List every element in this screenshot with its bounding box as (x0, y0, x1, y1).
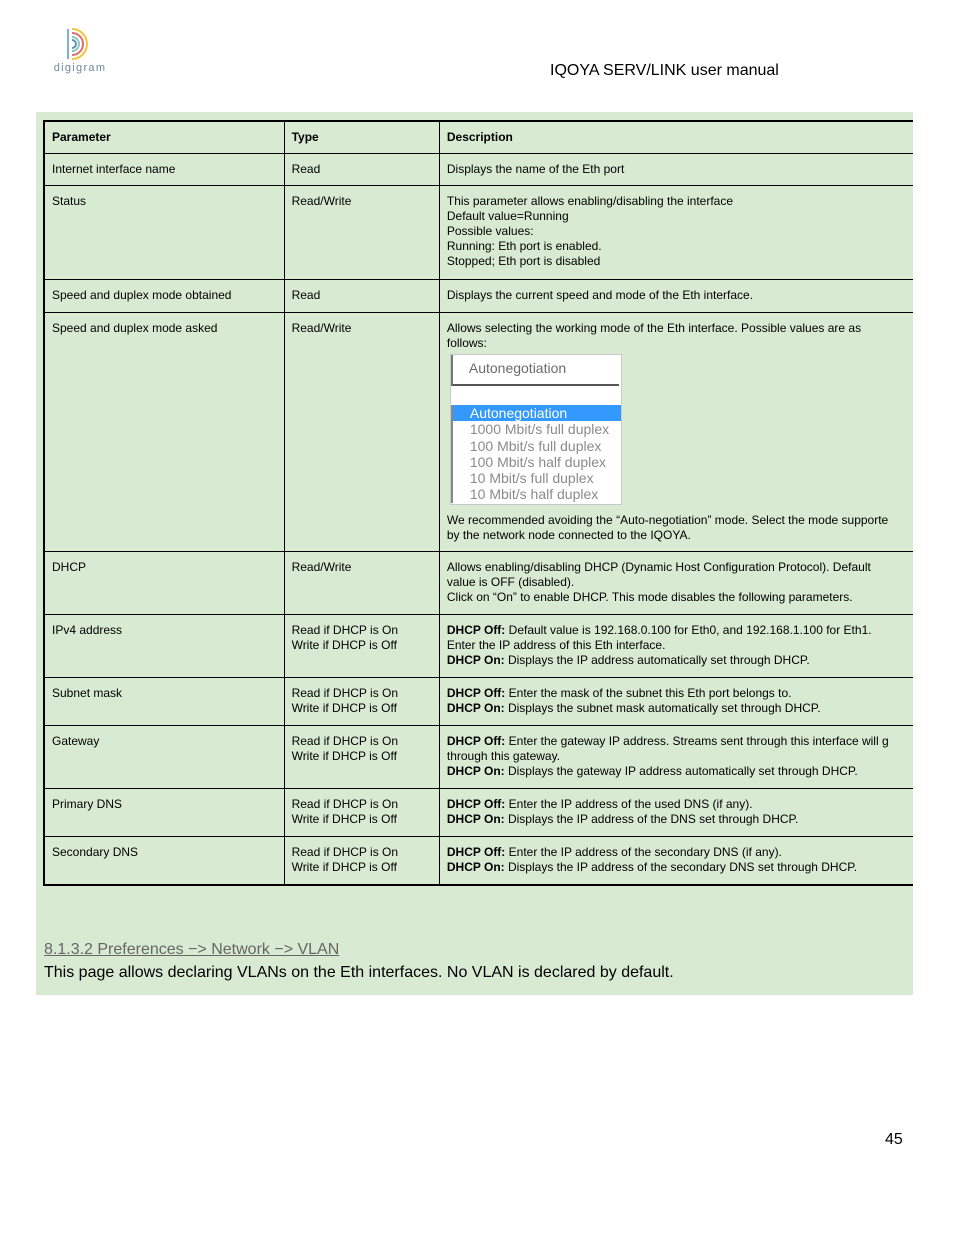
type-line: Write if DHCP is Off (291, 638, 397, 652)
dhcp-mode-label: DHCP On: (446, 653, 505, 667)
dropdown-option: 10 Mbit/s half duplex (451, 486, 621, 502)
table-row (44, 789, 913, 837)
description-text: Allows enabling/disabling DHCP (Dynamic Host Configuration Protocol). Default (446, 560, 871, 574)
description-cell (439, 186, 913, 280)
dhcp-mode-label: DHCP On: (446, 812, 505, 826)
dropdown-option: 100 Mbit/s half duplex (451, 454, 621, 470)
dropdown-option: 100 Mbit/s full duplex (451, 438, 621, 454)
description-text: Displays the subnet mask automatically set through DHCP. (504, 701, 821, 715)
type-cell (284, 280, 439, 313)
dropdown-option: Autonegotiation (451, 405, 621, 421)
parameter-cell: Gateway (44, 726, 284, 789)
description-line (447, 224, 906, 239)
type-cell (284, 552, 439, 615)
description-line (447, 209, 906, 224)
type-cell (284, 313, 439, 552)
table-row (44, 313, 913, 552)
description-text: Displays the IP address of the DNS set through DHCP. (504, 812, 799, 826)
document-title: IQOYA SERV/LINK user manual (550, 62, 779, 79)
description-line (447, 653, 906, 668)
description-text: Enter the IP address of this Eth interface. (446, 638, 666, 652)
description-line (447, 194, 906, 209)
type-line: Read/Write (291, 560, 352, 574)
description-line (447, 254, 906, 269)
dhcp-mode-label: DHCP Off: (446, 734, 506, 748)
description-text: Displays the name of the Eth port (446, 162, 625, 176)
table-row (44, 726, 913, 789)
digigram-logo (48, 26, 112, 78)
description-text: Enter the gateway IP address. Streams sent through this interface will g (505, 734, 889, 748)
type-line: Read (291, 288, 321, 302)
description-line (447, 288, 906, 303)
description-line (447, 749, 906, 764)
type-line: Read/Write (291, 194, 352, 208)
parameter-cell: DHCP (44, 552, 284, 615)
description-line (447, 764, 906, 779)
parameter-cell: Primary DNS (44, 789, 284, 837)
table-row (44, 678, 913, 726)
type-line: Read if DHCP is On (291, 623, 399, 637)
page-number: 45 (885, 1131, 903, 1148)
description-line (447, 797, 906, 812)
section-description: This page allows declaring VLANs on the Eth interfaces. No VLAN is declared by default. (44, 964, 674, 981)
type-line: Read/Write (291, 321, 352, 335)
type-cell (284, 789, 439, 837)
type-line: Write if DHCP is Off (291, 812, 397, 826)
type-line: Read if DHCP is On (291, 845, 399, 859)
type-cell (284, 726, 439, 789)
description-line (447, 686, 906, 701)
description-text: Enter the IP address of the used DNS (if any). (505, 797, 753, 811)
description-line (447, 528, 906, 543)
dropdown-selected-value: Autonegotiation (451, 355, 619, 386)
description-line (447, 162, 906, 177)
column-header-description: Description (439, 121, 913, 154)
description-text: Enter the IP address of the secondary DNS (if any). (505, 845, 782, 859)
description-text: Possible values: (446, 224, 534, 238)
dhcp-mode-label: DHCP On: (446, 860, 505, 874)
description-text: Stopped; Eth port is disabled (446, 254, 601, 268)
section-heading-link[interactable]: 8.1.3.2 Preferences −> Network −> VLAN (44, 941, 340, 958)
description-line (447, 845, 906, 860)
description-text: Allows selecting the working mode of the Eth interface. Possible values are as (446, 321, 862, 335)
table-row (44, 280, 913, 313)
description-line (447, 860, 906, 875)
dhcp-mode-label: DHCP Off: (446, 845, 506, 859)
description-text: We recommended avoiding the “Auto-negotiation” mode. Select the mode supporte (446, 513, 889, 527)
parameter-cell: Subnet mask (44, 678, 284, 726)
dhcp-mode-label: DHCP Off: (446, 797, 506, 811)
description-text: Displays the current speed and mode of the Eth interface. (446, 288, 754, 302)
dropdown-options-list (451, 405, 621, 503)
description-text: through this gateway. (446, 749, 561, 763)
description-line (447, 812, 906, 827)
parameter-cell: IPv4 address (44, 615, 284, 678)
type-line: Write if DHCP is Off (291, 749, 397, 763)
dhcp-mode-label: DHCP Off: (446, 686, 506, 700)
dropdown-option: 1000 Mbit/s full duplex (451, 421, 621, 437)
description-text: Enter the mask of the subnet this Eth port belongs to. (505, 686, 792, 700)
type-cell (284, 615, 439, 678)
type-cell (284, 154, 439, 186)
type-line: Write if DHCP is Off (291, 860, 397, 874)
column-header-type: Type (284, 121, 439, 154)
description-line (447, 701, 906, 716)
description-cell (439, 313, 913, 552)
description-line (447, 590, 906, 605)
description-text: This parameter allows enabling/disabling the interface (446, 194, 734, 208)
description-line (447, 734, 906, 749)
description-line (447, 560, 906, 575)
type-line: Read if DHCP is On (291, 797, 399, 811)
description-text: by the network node connected to the IQOYA. (446, 528, 691, 542)
table-row (44, 154, 913, 186)
parameter-cell: Status (44, 186, 284, 280)
type-line: Read if DHCP is On (291, 734, 399, 748)
dhcp-mode-label: DHCP On: (446, 701, 505, 715)
description-cell (439, 789, 913, 837)
dhcp-mode-label: DHCP Off: (446, 623, 506, 637)
description-text: Running: Eth port is enabled. (446, 239, 602, 253)
type-line: Read if DHCP is On (291, 686, 399, 700)
type-line: Write if DHCP is Off (291, 701, 397, 715)
description-cell (439, 280, 913, 313)
description-line (447, 638, 906, 653)
content-panel (36, 112, 913, 995)
description-line (447, 623, 906, 638)
dhcp-mode-label: DHCP On: (446, 764, 505, 778)
description-line (447, 321, 906, 336)
parameter-cell: Internet interface name (44, 154, 284, 186)
parameter-cell: Secondary DNS (44, 837, 284, 885)
description-text: Default value is 192.168.0.100 for Eth0, and 192.168.1.100 for Eth1. (505, 623, 872, 637)
description-line (447, 336, 906, 351)
description-cell (439, 154, 913, 186)
parameters-table (43, 120, 913, 886)
description-text: Displays the IP address automatically set through DHCP. (504, 653, 810, 667)
dropdown-option: 10 Mbit/s full duplex (451, 470, 621, 486)
description-cell (439, 678, 913, 726)
description-text: Default value=Running (446, 209, 569, 223)
description-text: follows: (446, 336, 487, 350)
description-cell (439, 615, 913, 678)
logo-wordmark: digigram (53, 62, 107, 74)
type-line: Read (291, 162, 321, 176)
description-text: value is OFF (disabled). (446, 575, 575, 589)
table-row (44, 837, 913, 885)
description-line (447, 239, 906, 254)
table-row (44, 552, 913, 615)
description-text: Click on “On” to enable DHCP. This mode disables the following parameters. (446, 590, 853, 604)
table-header-row (44, 121, 913, 154)
description-cell (439, 837, 913, 885)
type-cell (284, 678, 439, 726)
digigram-logo-icon (64, 26, 98, 62)
parameter-cell: Speed and duplex mode asked (44, 313, 284, 552)
description-line (447, 575, 906, 590)
parameter-cell: Speed and duplex mode obtained (44, 280, 284, 313)
description-text: Displays the IP address of the secondary DNS set through DHCP. (504, 860, 858, 874)
speed-duplex-dropdown-screenshot (450, 354, 622, 505)
description-cell (439, 726, 913, 789)
description-cell (439, 552, 913, 615)
column-header-parameter: Parameter (44, 121, 284, 154)
description-line (447, 513, 906, 528)
table-row (44, 615, 913, 678)
type-cell (284, 186, 439, 280)
description-text: Displays the gateway IP address automatically set through DHCP. (504, 764, 858, 778)
table-row (44, 186, 913, 280)
type-cell (284, 837, 439, 885)
